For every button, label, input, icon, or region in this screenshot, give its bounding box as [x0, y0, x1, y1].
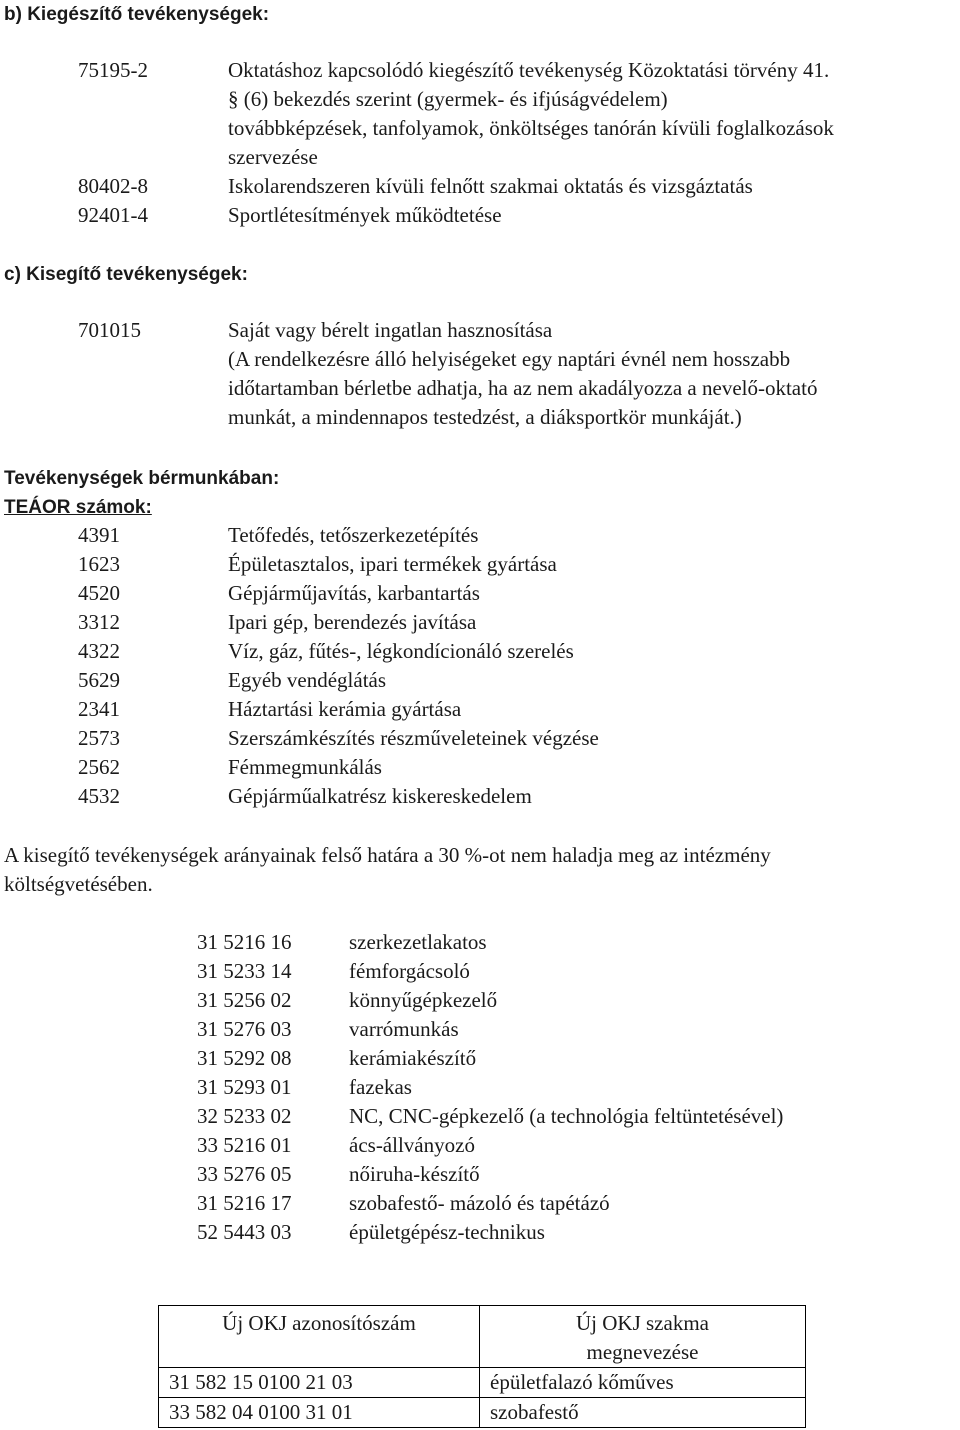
okj-name: fazekas: [349, 1075, 412, 1099]
activity-row-cont: [0, 114, 960, 143]
okj-id-cell: 33 582 04 0100 31 01: [159, 1398, 480, 1428]
teaor-code: 4322: [78, 639, 120, 663]
note-line-2: költségvetésében.: [4, 872, 153, 896]
okj-row: [0, 957, 960, 986]
teaor-code: 2562: [78, 755, 120, 779]
teaor-code: 5629: [78, 668, 120, 692]
table-row: [159, 1368, 806, 1398]
teaor-desc: Ipari gép, berendezés javítása: [228, 610, 477, 634]
okj-code: 31 5216 17: [197, 1191, 292, 1215]
note-line-1: A kisegítő tevékenységek arányainak felső határa a 30 %-ot nem haladja meg az intézmény: [4, 843, 771, 867]
activity-row-cont: [0, 403, 960, 432]
teaor-row: [0, 550, 960, 579]
teaor-subheading: TEÁOR számok:: [4, 497, 152, 518]
teaor-desc: Háztartási kerámia gyártása: [228, 697, 462, 721]
okj-row: [0, 1160, 960, 1189]
okj-name: fémforgácsoló: [349, 959, 470, 983]
activity-desc: munkát, a mindennapos testedzést, a diáksportkör munkáját.): [228, 405, 742, 429]
teaor-desc: Fémmegmunkálás: [228, 755, 382, 779]
teaor-row: [0, 782, 960, 811]
okj-row: [0, 1218, 960, 1247]
table-header-row: [159, 1306, 806, 1368]
activity-row-cont: [0, 345, 960, 374]
okj-row: [0, 1044, 960, 1073]
berm-heading: Tevékenységek bérmunkában:: [4, 468, 280, 489]
teaor-row: [0, 724, 960, 753]
okj-name: nőiruha-készítő: [349, 1162, 480, 1186]
teaor-row: [0, 753, 960, 782]
teaor-desc: Gépjárműjavítás, karbantartás: [228, 581, 480, 605]
okj-code: 33 5216 01: [197, 1133, 292, 1157]
okj-code: 31 5276 03: [197, 1017, 292, 1041]
teaor-code: 2573: [78, 726, 120, 750]
okj-name: varrómunkás: [349, 1017, 459, 1041]
okj-name: ács-állványozó: [349, 1133, 475, 1157]
activity-desc: szervezése: [228, 145, 318, 169]
okj-name: szobafestő- mázoló és tapétázó: [349, 1191, 610, 1215]
okj-row: [0, 1131, 960, 1160]
teaor-code: 4520: [78, 581, 120, 605]
activity-desc: továbbképzések, tanfolyamok, önköltséges tanórán kívüli foglalkozások: [228, 116, 834, 140]
okj-name: NC, CNC-gépkezelő (a technológia feltüntetésével): [349, 1104, 784, 1128]
okj-name: kerámiakészítő: [349, 1046, 477, 1070]
activity-desc: Saját vagy bérelt ingatlan hasznosítása: [228, 318, 553, 342]
teaor-desc: Gépjárműalkatrész kiskereskedelem: [228, 784, 532, 808]
teaor-code: 2341: [78, 697, 120, 721]
teaor-row: [0, 666, 960, 695]
activity-desc: § (6) bekezdés szerint (gyermek- és ifjúságvédelem): [228, 87, 668, 111]
activity-row-cont: [0, 143, 960, 172]
okj-row: [0, 928, 960, 957]
section-b-heading: b) Kiegészítő tevékenységek:: [4, 4, 270, 25]
activity-code: 80402-8: [78, 174, 148, 198]
okj-row: [0, 1189, 960, 1218]
okj-id-cell: 31 582 15 0100 21 03: [159, 1368, 480, 1398]
okj-code: 32 5233 02: [197, 1104, 292, 1128]
teaor-desc: Tetőfedés, tetőszerkezetépítés: [228, 523, 479, 547]
okj-code: 31 5233 14: [197, 959, 292, 983]
teaor-desc: Egyéb vendéglátás: [228, 668, 387, 692]
okj-code: 52 5443 03: [197, 1220, 292, 1244]
teaor-row: [0, 637, 960, 666]
activity-row: [0, 172, 960, 201]
okj-row: [0, 1015, 960, 1044]
activity-row: [0, 56, 960, 85]
activity-row-cont: [0, 374, 960, 403]
okj-code: 33 5276 05: [197, 1162, 292, 1186]
section-c-heading: c) Kisegítő tevékenységek:: [4, 264, 248, 285]
teaor-code: 3312: [78, 610, 120, 634]
activity-desc: időtartamban bérletbe adhatja, ha az nem akadályozza a nevelő-oktató: [228, 376, 818, 400]
table-row: [159, 1398, 806, 1428]
teaor-desc: Szerszámkészítés részműveleteinek végzése: [228, 726, 599, 750]
activity-code: 701015: [78, 318, 141, 342]
teaor-row: [0, 579, 960, 608]
teaor-row: [0, 608, 960, 637]
teaor-row: [0, 695, 960, 724]
teaor-row: [0, 521, 960, 550]
okj-name: könnyűgépkezelő: [349, 988, 498, 1012]
header-okj-name-line1: Új OKJ szakma: [576, 1311, 709, 1335]
teaor-desc: Víz, gáz, fűtés-, légkondícionáló szerelés: [228, 639, 574, 663]
activity-desc: Oktatáshoz kapcsolódó kiegészítő tevékenység Közoktatási törvény 41.: [228, 58, 830, 82]
okj-code: 31 5293 01: [197, 1075, 292, 1099]
teaor-desc: Épületasztalos, ipari termékek gyártása: [228, 552, 557, 576]
okj-code: 31 5216 16: [197, 930, 292, 954]
okj-row: [0, 986, 960, 1015]
okj-name: épületgépész-technikus: [349, 1220, 545, 1244]
header-okj-id: Új OKJ azonosítószám: [159, 1306, 480, 1368]
okj-name-cell: szobafestő: [480, 1398, 806, 1428]
activity-desc: (A rendelkezésre álló helyiségeket egy naptári évnél nem hosszabb: [228, 347, 791, 371]
okj-name: szerkezetlakatos: [349, 930, 487, 954]
okj-code: 31 5256 02: [197, 988, 292, 1012]
activity-desc: Sportlétesítmények működtetése: [228, 203, 502, 227]
teaor-code: 4391: [78, 523, 120, 547]
header-okj-name-line2: megnevezése: [586, 1340, 699, 1364]
new-okj-table: [158, 1305, 806, 1428]
activity-code: 75195-2: [78, 58, 148, 82]
okj-code: 31 5292 08: [197, 1046, 292, 1070]
teaor-code: 4532: [78, 784, 120, 808]
activity-code: 92401-4: [78, 203, 148, 227]
header-okj-name: [480, 1306, 806, 1368]
okj-row: [0, 1102, 960, 1131]
activity-row-cont: [0, 85, 960, 114]
teaor-code: 1623: [78, 552, 120, 576]
okj-row: [0, 1073, 960, 1102]
activity-row: [0, 316, 960, 345]
okj-name-cell: épületfalazó kőműves: [480, 1368, 806, 1398]
activity-row: [0, 201, 960, 230]
activity-desc: Iskolarendszeren kívüli felnőtt szakmai oktatás és vizsgáztatás: [228, 174, 753, 198]
